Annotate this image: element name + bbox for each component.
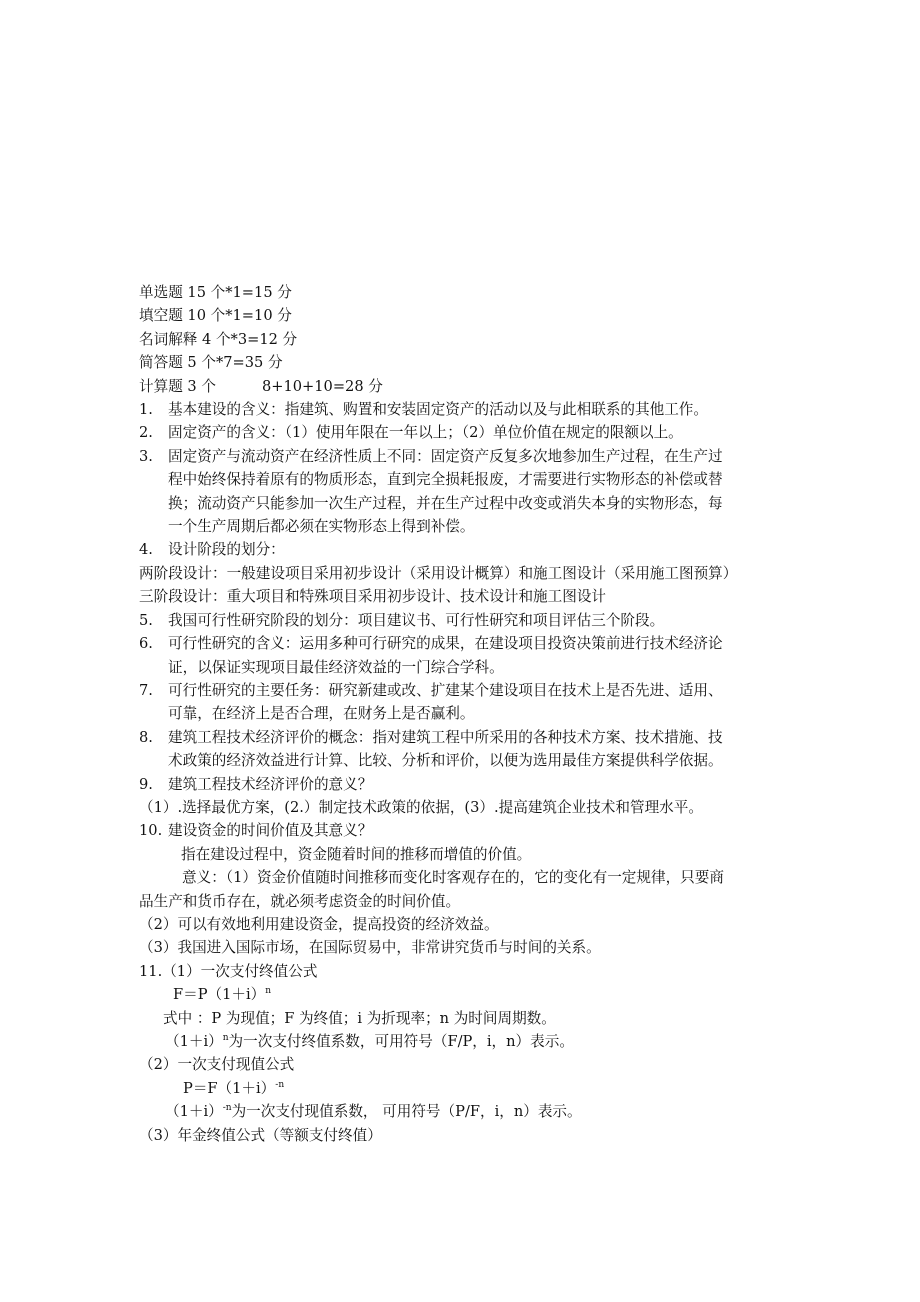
present-value-factor-note: $(1+i)^{-n}$为一次支付现值系数， 可用符号（P/F，i，n）表示。: [165, 1103, 582, 1121]
q11-part-3-title: （3）年金终值公式（等额支付终值）: [139, 1126, 382, 1144]
list-item-6: 6. 可行性研究的含义：运用多种可行研究的成果，在建设项目投资决策前进行技术经济论 证，以保证实现项目最佳经济效益的一门综合学科。: [139, 635, 723, 676]
q10-point-3: （3）我国进入国际市场，在国际贸易中，非常讲究货币与时间的关系。: [139, 939, 601, 957]
formula-present-value: $P=F(1+i)^{-n}$: [183, 1079, 285, 1097]
q10-meaning-line-1: 意义：（1）资金价值随时间推移而变化时客观存在的，它的变化有一定规律，只要商: [182, 869, 724, 887]
calc-value: 8+10+10=28 分: [261, 377, 383, 395]
list-item-5: 5. 我国可行性研究阶段的划分：项目建议书、可行性研究和项目评估三个阶段。: [139, 611, 665, 629]
score-line-term-explanation: 名词解释 4 个*3=12 分: [139, 330, 298, 348]
q10-meaning-line-2: 品生产和货币存在，就必须考虑资金的时间价值。: [139, 892, 461, 910]
score-line-calculation: [139, 375, 789, 398]
two-stage-design: 两阶段设计：一般建设项目采用初步设计（采用设计概算）和施工图设计（采用施工图预算）: [139, 564, 738, 582]
document-body: [139, 281, 789, 1147]
q11-title: 11.（1）一次支付终值公式: [139, 962, 318, 980]
list-item-4: 4. 设计阶段的划分：: [139, 541, 285, 559]
list-item-1: 1. 基本建设的含义：指建筑、购置和安装固定资产的活动以及与此相联系的其他工作。: [139, 401, 708, 419]
q11-part-2-title: （2）一次支付现值公式: [139, 1056, 295, 1074]
list-item-8: 8. 建筑工程技术经济评价的概念：指对建筑工程中所采用的各种技术方案、技术措施、技 术政策的经济效益进行计算、比较、分析和评价，以便为选用最佳方案提供科学依据。: [139, 728, 723, 770]
list-item-9: 9. 建筑工程技术经济评价的意义？: [139, 775, 373, 793]
list-item-3: 3. 固定资产与流动资产在经济性质上不同：固定资产反复多次地参加生产过程，在生产过 程中始终保持着原有的物质形态，直到完全损耗报废，才需要进行实物形态的补偿或替 换；流动资产只能参加一次生产过程，并在生产过程中改变或消失本身的实物形态，每 一个生产周期后都必须在实物形态上得到补偿。: [139, 447, 723, 536]
list-item-7: 7. 可行性研究的主要任务：研究新建或改、扩建某个建设项目在技术上是否先进、适用、 可靠，在经济上是否合理，在财务上是否赢利。: [139, 681, 723, 723]
q10-definition: 指在建设过程中，资金随着时间的推移而增值的价值。: [181, 845, 532, 863]
q9-answer: （1）.选择最优方案，(2.）制定技术政策的依据，(3）.提高建筑企业技术和管理水平。: [139, 798, 703, 816]
q10-point-2: （2）可以有效地利用建设资金，提高投资的经济效益。: [139, 915, 499, 933]
calc-label: 计算题 3 个: [139, 377, 216, 395]
future-value-factor-note: $(1+i)^n$为一次支付终值系数，可用符号（F/P，i，n）表示。: [165, 1033, 574, 1050]
three-stage-design: 三阶段设计：重大项目和特殊项目采用初步设计、技术设计和施工图设计: [139, 588, 607, 606]
formula-future-value: $F=P(1+i)^n$: [173, 986, 272, 1004]
score-line-single-choice: 单选题 15 个*1=15 分: [139, 284, 292, 301]
score-line-fill-blank: 填空题 10 个*1=10 分: [139, 307, 292, 325]
formula-where-clause: 式中 ：P 为现值；F 为终值；i 为折现率；n 为时间周期数。: [163, 1009, 556, 1027]
score-line-short-answer: 简答题 5 个*7=35 分: [139, 354, 283, 372]
list-item-2: 2. 固定资产的含义：（1）使用年限在一年以上；（2）单位价值在规定的限额以上。: [139, 424, 683, 442]
list-item-10: 10. 建设资金的时间价值及其意义？: [139, 822, 373, 840]
